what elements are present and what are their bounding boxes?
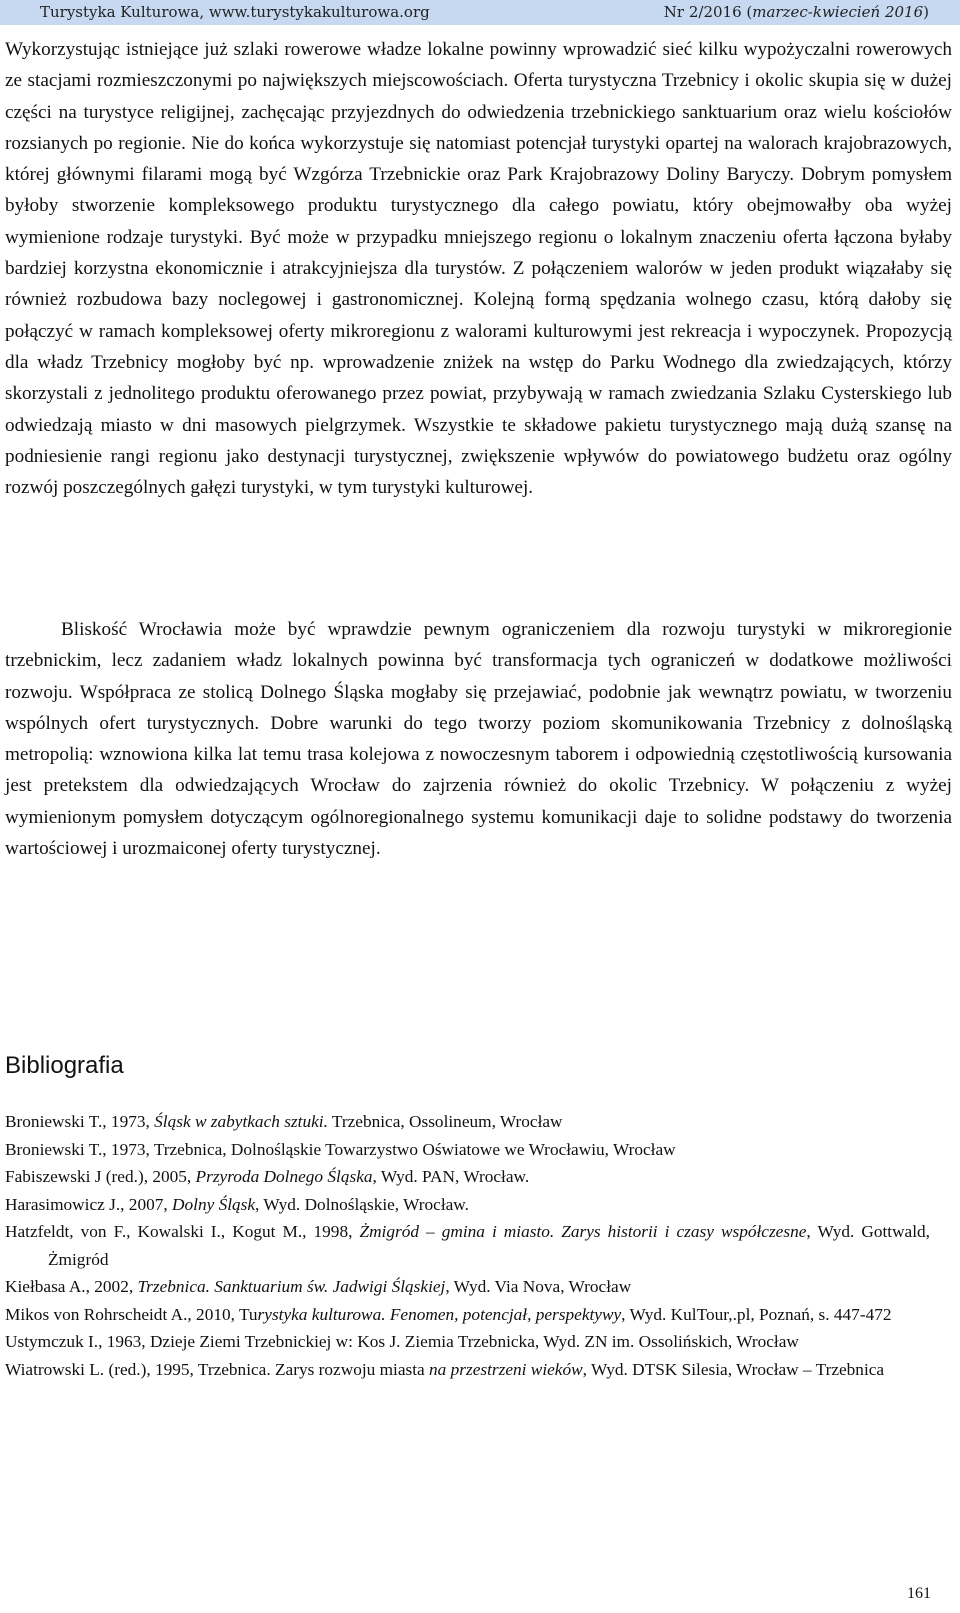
entry-title: Dolny Śląsk [172,1194,256,1214]
entry-lead: Kiełbasa A., 2002, [5,1277,138,1296]
entry-lead: Hatzfeldt, von F., Kowalski I., Kogut M., 1998, [5,1222,360,1241]
entry-tail: , Wyd. Dolnośląskie, Wrocław. [255,1194,469,1214]
entry-lead: Harasimowicz J., 2007, [5,1194,173,1214]
issue-period: marzec-kwiecień 2016 [752,3,924,21]
body-paragraph-1 [5,34,952,503]
bibliography-entry [5,1218,930,1273]
issue-number: Nr 2/2016 ( [663,3,753,21]
entry-tail: , Wyd. Via Nova, Wrocław [445,1277,632,1296]
bibliography-entry [5,1301,930,1329]
issue-suffix: ) [923,3,929,21]
entry-lead: Fabiszewski J (red.), 2005, [5,1167,196,1186]
entry-title: Przyroda Dolnego Śląska [195,1167,373,1186]
entry-tail: , Wyd. KulTour,.pl, Poznań, s. 447-472 [621,1304,892,1324]
entry-lead: Mikos von Rohrscheidt A., 2010, Tu [5,1304,258,1324]
entry-lead: Broniewski T., 1973, Trzebnica, Dolnośląskie Towarzystwo Oświatowe we Wrocławiu, Wrocław [5,1139,676,1159]
bibliography-entry [5,1163,930,1191]
entry-title: Trzebnica. Sanktuarium św. Jadwigi Śląskiej [137,1277,446,1296]
page-number: 161 [907,1585,931,1602]
bibliography-entry [5,1273,930,1301]
entry-tail: , Wyd. PAN, Wrocław. [372,1167,530,1186]
entry-title: rystyka kulturowa. Fenomen, potencjał, perspektywy [257,1304,622,1324]
paragraph-text: Wykorzystując istniejące już szlaki rowerowe władze lokalne powinny wprowadzić sieć kilku wypożyczalni rowerowych ze stacjami rozmieszczonymi po największych miejscowościach. Oferta turystyczna Trzebnicy i okolic skupia się w dużej części na turystyce religijnej, zachęcając przyjezdnych do odwiedzenia trzebnickiego sanktuarium oraz wielu kościołów rozsianych po regionie. Nie do końca wykorzystuje się natomiast potencjał turystyki opartej na walorach krajobrazowych, której głównymi filarami mogą być Wzgórza Trzebnickie oraz Park Krajobrazowy Doliny Baryczy. Dobrym pomysłem byłoby stworzenie kompleksowego produktu turystycznego dla całego powiatu, który obejmowałby oba wyżej wymienione rodzaje turystyki. Być może w przypadku mniejszego regionu o lokalnym znaczeniu oferta łączona byłaby bardziej korzystna ekonomicznie i atrakcyjniejsza dla turystów. Z połączeniem walorów w jeden produkt wiązałaby się również rozbudowa bazy noclegowej i gastronomicznej. Kolejną formą spędzania wolnego czasu, którą dałoby się połączyć w ramach kompleksowej oferty mikroregionu z walorami kulturowymi jest rekreacja i wypoczynek. Propozycją dla władz Trzebnicy mogłoby być np. wprowadzenie zniżek na wstęp do Parku Wodnego dla zwiedzających, którzy skorzystali z jednolitego produktu oferowanego przez powiat, przybywają w ramach zwiedzania Szlaku Cysterskiego lub odwiedzają miasto w dni masowych pielgrzymek. Wszystkie te składowe pakietu turystycznego mają dużą szansę na podniesienie rangi regionu jako destynacji turystycznej, zwiększenie wpływów do powiatowego budżetu oraz ogólny rozwój poszczególnych gałęzi turystyki, w tym turystyki kulturowej. [5,39,952,499]
body-paragraph-2 [5,614,952,864]
bibliography-entry [5,1108,930,1136]
entry-lead: Broniewski T., 1973, [5,1112,155,1131]
issue-info [664,0,929,25]
bibliography-entry [5,1136,930,1164]
paragraph-text: Bliskość Wrocławia może być wprawdzie pewnym ograniczeniem dla rozwoju turystyki w mikroregionie trzebnickim, lecz zadaniem władz lokalnych powinna być transformacja tych ograniczeń w dodatkowe możliwości rozwoju. Współpraca ze stolicą Dolnego Śląska mogłaby się przejawiać, podobnie jak wewnątrz powiatu, w tworzeniu wspólnych ofert turystycznych. Dobre warunki do tego tworzy poziom skomunikowania Trzebnicy z dolnośląską metropolią: wznowiona kilka lat temu trasa kolejowa z nowoczesnym taborem i odpowiednią częstotliwością kursowania jest pretekstem dla odwiedzających Wrocław do zajrzenia również do okolic Trzebnicy. W połączeniu z wyżej wymienionym pomysłem dotyczącym ogólnoregionalnego systemu komunikacji daje to solidne podstawy do tworzenia wartościowej i urozmaiconej oferty turystycznej. [5,619,952,860]
bibliography-entry [5,1356,930,1384]
bibliography-entry [5,1328,930,1356]
entry-tail: , Wyd. Gottwald, Żmigród [48,1222,930,1269]
bibliography-list [5,1108,930,1383]
entry-lead: Wiatrowski L. (red.), 1995, Trzebnica. Zarys rozwoju miasta [5,1359,430,1379]
entry-title: na przestrzeni wieków [429,1359,583,1379]
entry-lead: Ustymczuk I., 1963, Dzieje Ziemi Trzebnickiej w: Kos J. Ziemia Trzebnicka, Wyd. ZN im. Ossolińskich, Wrocław [5,1332,799,1351]
entry-title: Żmigród – gmina i miasto. Zarys historii i czasy współczesne [359,1222,807,1241]
running-header [0,0,960,25]
entry-tail: , Wyd. DTSK Silesia, Wrocław – Trzebnica [582,1359,885,1379]
entry-title: Śląsk w zabytkach sztuki. [154,1112,328,1131]
bibliography-heading: Bibliografia [5,1052,124,1079]
journal-title: Turystyka Kulturowa, www.turystykakulturowa.org [40,3,430,21]
bibliography-entry [5,1191,930,1219]
entry-tail: Trzebnica, Ossolineum, Wrocław [327,1112,563,1131]
